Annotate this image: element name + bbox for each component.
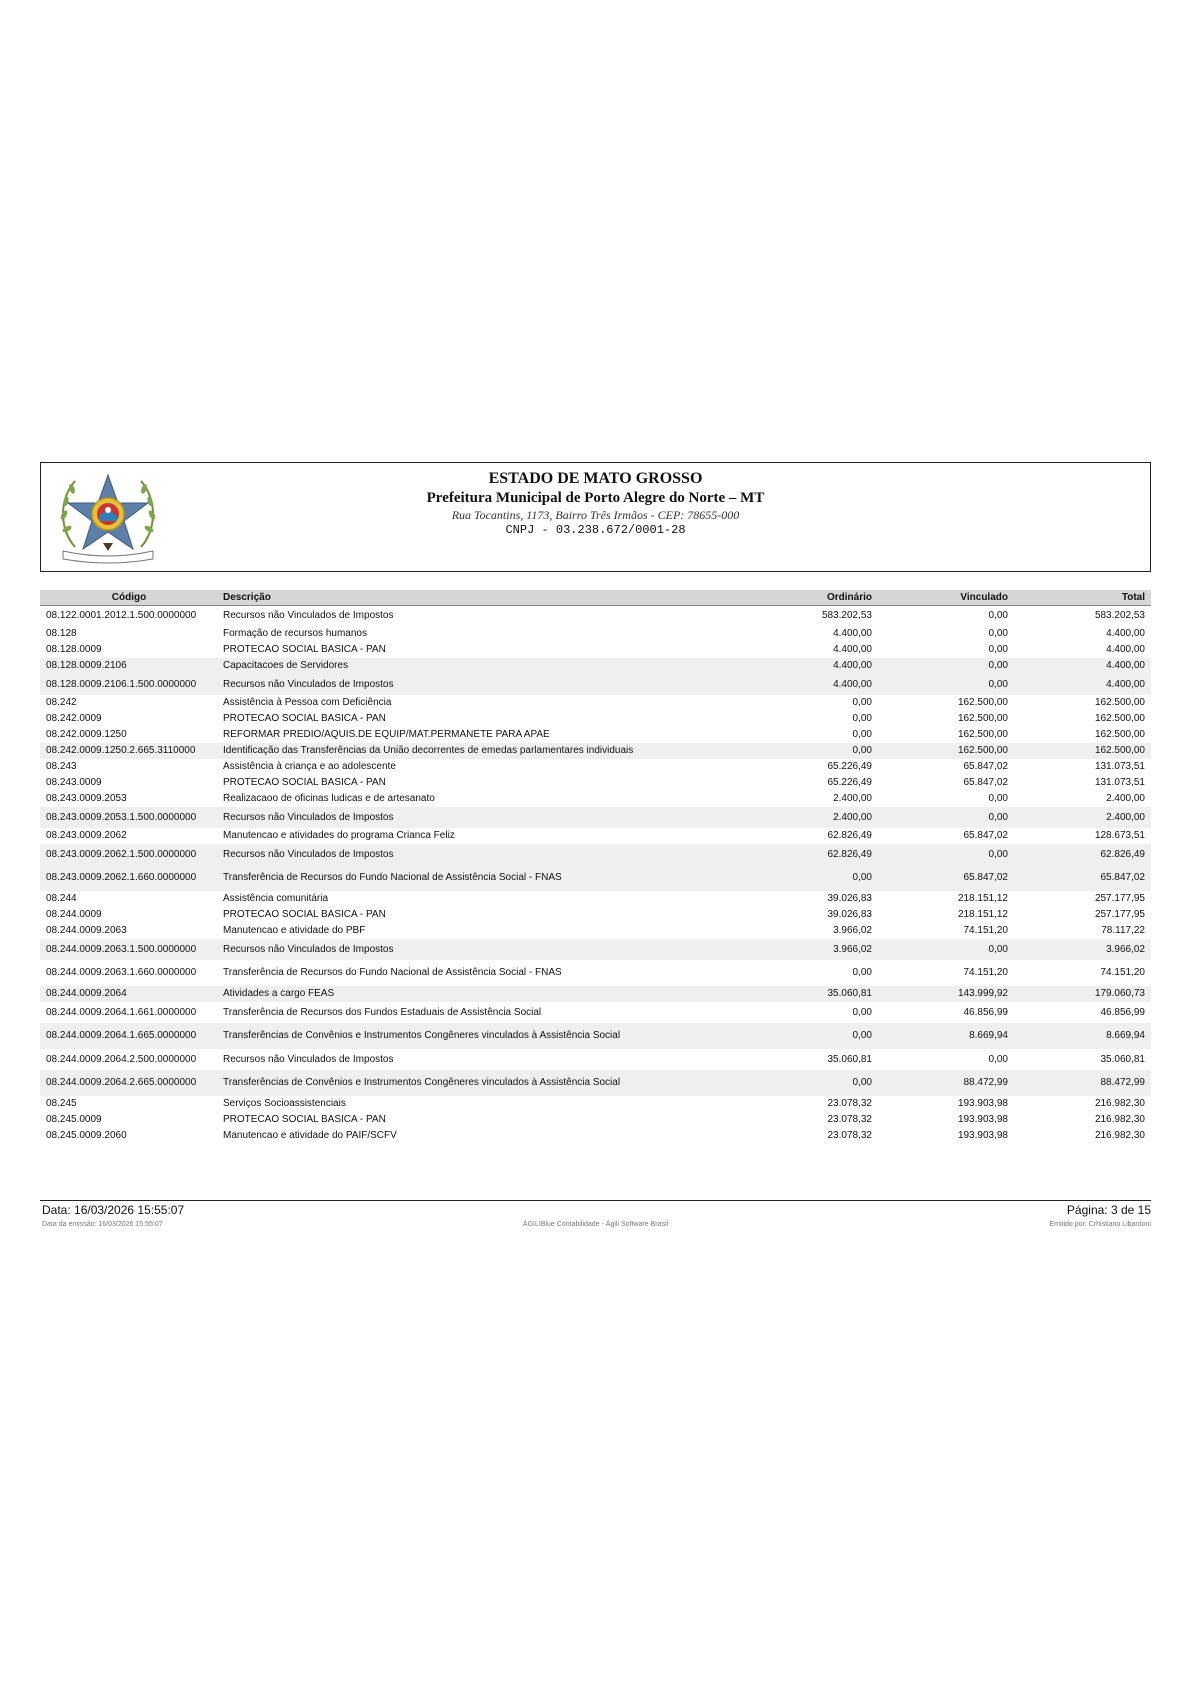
table-row [40, 658, 1151, 674]
row-total: 131.073,51 [1094, 761, 1145, 772]
header-code: Código [111, 592, 147, 603]
row-vinculado: 218.151,12 [957, 909, 1008, 920]
table-row [40, 1002, 1151, 1023]
table-row [40, 923, 1151, 939]
row-code: 08.242 [46, 697, 77, 708]
row-ordinario: 4.400,00 [833, 644, 872, 655]
row-code: 08.244.0009.2063 [46, 925, 127, 936]
row-total: 131.073,51 [1094, 777, 1145, 788]
header-vinculado: Vinculado [960, 592, 1008, 603]
footer-software: ÁGILIBlue Contabilidade - Ágili Software Brasil [522, 1221, 669, 1228]
row-code: 08.244.0009 [46, 909, 102, 920]
row-ordinario: 65.226,49 [827, 777, 872, 788]
row-total: 2.400,00 [1106, 812, 1145, 823]
row-total: 74.151,20 [1100, 967, 1145, 978]
table-row [40, 865, 1151, 891]
address-line: Rua Tocantins, 1173, Bairro Três Irmãos - CEP: 78655-000 [451, 508, 740, 522]
row-ordinario: 0,00 [852, 967, 872, 978]
row-total: 583.202,53 [1094, 610, 1145, 621]
row-description: Transferências de Convênios e Instrumentos Congêneres vinculados à Assistência Social [223, 1077, 621, 1088]
row-code: 08.243.0009.2062.1.660.0000000 [46, 872, 197, 883]
row-description: Manutencao e atividades do programa Crianca Feliz [223, 830, 455, 841]
row-code: 08.128.0009 [46, 644, 102, 655]
report-header [40, 462, 1151, 572]
table-row [40, 986, 1151, 1002]
row-vinculado: 74.151,20 [963, 967, 1008, 978]
footer-issued-by: Emitido por: Crhistiano Libardoni [1049, 1221, 1151, 1228]
row-description: Atividades a cargo FEAS [223, 988, 335, 999]
row-code: 08.242.0009.1250 [46, 729, 127, 740]
footer-page-number: Página: 3 de 15 [1066, 1203, 1151, 1217]
row-total: 46.856,99 [1100, 1007, 1145, 1018]
row-ordinario: 3.966,02 [833, 944, 872, 955]
row-vinculado: 65.847,02 [963, 872, 1008, 883]
row-code: 08.243.0009 [46, 777, 102, 788]
row-ordinario: 35.060,81 [827, 1054, 872, 1065]
row-code: 08.245.0009 [46, 1114, 102, 1125]
row-description: PROTECAO SOCIAL BASICA - PAN [223, 777, 386, 788]
row-total: 216.982,30 [1094, 1114, 1145, 1125]
table-row [40, 711, 1151, 727]
row-code: 08.128 [46, 628, 77, 639]
row-ordinario: 0,00 [852, 697, 872, 708]
row-description: Transferência de Recursos do Fundo Nacional de Assistência Social - FNAS [223, 872, 562, 883]
row-total: 65.847,02 [1100, 872, 1145, 883]
row-total: 162.500,00 [1094, 729, 1145, 740]
row-ordinario: 4.400,00 [833, 679, 872, 690]
row-vinculado: 218.151,12 [957, 893, 1008, 904]
row-total: 216.982,30 [1094, 1098, 1145, 1109]
row-code: 08.242.0009 [46, 713, 102, 724]
table-row [40, 759, 1151, 775]
row-vinculado: 193.903,98 [957, 1114, 1008, 1125]
table-row [40, 807, 1151, 828]
row-code: 08.244.0009.2064 [46, 988, 127, 999]
row-vinculado: 162.500,00 [957, 697, 1008, 708]
row-code: 08.243.0009.2053 [46, 793, 127, 804]
row-code: 08.244.0009.2063.1.660.0000000 [46, 967, 197, 978]
row-description: Capacitacoes de Servidores [223, 660, 349, 671]
row-description: Recursos não Vinculados de Impostos [223, 849, 394, 860]
row-vinculado: 0,00 [988, 793, 1008, 804]
row-ordinario: 23.078,32 [827, 1098, 872, 1109]
row-vinculado: 0,00 [988, 849, 1008, 860]
row-ordinario: 2.400,00 [833, 793, 872, 804]
row-total: 162.500,00 [1094, 697, 1145, 708]
row-ordinario: 0,00 [852, 1007, 872, 1018]
table-row [40, 1070, 1151, 1096]
row-vinculado: 0,00 [988, 628, 1008, 639]
row-vinculado: 0,00 [988, 1054, 1008, 1065]
row-total: 35.060,81 [1100, 1054, 1145, 1065]
row-code: 08.245.0009.2060 [46, 1130, 127, 1141]
table-row [40, 775, 1151, 791]
row-ordinario: 0,00 [852, 872, 872, 883]
row-description: PROTECAO SOCIAL BASICA - PAN [223, 909, 386, 920]
table-row [40, 727, 1151, 743]
row-total: 78.117,22 [1101, 925, 1145, 936]
row-description: Transferência de Recursos dos Fundos Estaduais de Assistência Social [223, 1007, 542, 1018]
footer-emission-date: Data da emissão: 16/03/2026 15:55:07 [42, 1221, 163, 1228]
header-ordinario: Ordinário [826, 592, 872, 603]
row-code: 08.243.0009.2053.1.500.0000000 [46, 812, 197, 823]
row-total: 8.669,94 [1106, 1030, 1145, 1041]
row-ordinario: 23.078,32 [827, 1114, 872, 1125]
row-vinculado: 162.500,00 [957, 745, 1008, 756]
row-ordinario: 62.826,49 [827, 849, 872, 860]
row-description: Transferências de Convênios e Instrumentos Congêneres vinculados à Assistência Social [223, 1030, 621, 1041]
row-description: REFORMAR PREDIO/AQUIS.DE EQUIP/MAT.PERMANETE PARA APAE [223, 729, 550, 740]
row-ordinario: 35.060,81 [827, 988, 872, 999]
table-row [40, 1128, 1151, 1144]
row-vinculado: 0,00 [988, 610, 1008, 621]
row-code: 08.243 [46, 761, 77, 772]
row-code: 08.244.0009.2064.2.665.0000000 [46, 1077, 197, 1088]
row-ordinario: 2.400,00 [833, 812, 872, 823]
table-row [40, 1112, 1151, 1128]
table-header [40, 590, 1151, 606]
row-total: 162.500,00 [1094, 713, 1145, 724]
row-vinculado: 0,00 [988, 944, 1008, 955]
row-code: 08.245 [46, 1098, 77, 1109]
row-code: 08.244.0009.2063.1.500.0000000 [46, 944, 197, 955]
row-ordinario: 4.400,00 [833, 628, 872, 639]
row-code: 08.243.0009.2062 [46, 830, 127, 841]
row-vinculado: 0,00 [988, 812, 1008, 823]
row-total: 4.400,00 [1106, 644, 1145, 655]
table-row [40, 1096, 1151, 1112]
row-ordinario: 0,00 [852, 713, 872, 724]
table-row [40, 791, 1151, 807]
row-ordinario: 0,00 [852, 745, 872, 756]
table-row [40, 891, 1151, 907]
row-ordinario: 23.078,32 [827, 1130, 872, 1141]
row-vinculado: 193.903,98 [957, 1130, 1008, 1141]
row-description: Recursos não Vinculados de Impostos [223, 679, 394, 690]
row-ordinario: 0,00 [852, 1077, 872, 1088]
header-total: Total [1121, 592, 1145, 603]
row-code: 08.128.0009.2106.1.500.0000000 [46, 679, 197, 690]
row-ordinario: 39.026,83 [827, 909, 872, 920]
row-description: Realizacaoo de oficinas ludicas e de artesanato [223, 793, 435, 804]
row-total: 3.966,02 [1106, 944, 1145, 955]
row-vinculado: 0,00 [988, 644, 1008, 655]
table-row [40, 939, 1151, 960]
row-description: PROTECAO SOCIAL BASICA - PAN [223, 713, 386, 724]
row-total: 179.060,73 [1094, 988, 1145, 999]
row-total: 257.177,95 [1094, 909, 1145, 920]
row-description: Recursos não Vinculados de Impostos [223, 944, 394, 955]
row-description: Identificação das Transferências da União decorrentes de emedas parlamentares individuais [223, 745, 634, 756]
row-ordinario: 4.400,00 [833, 660, 872, 671]
row-description: Recursos não Vinculados de Impostos [223, 610, 394, 621]
row-code: 08.244 [46, 893, 77, 904]
row-code: 08.244.0009.2064.1.665.0000000 [46, 1030, 197, 1041]
row-code: 08.242.0009.1250.2.665.3110000 [46, 745, 196, 756]
table-row [40, 1023, 1151, 1049]
table-row [40, 674, 1151, 695]
row-description: Assistência comunitária [223, 893, 329, 904]
row-total: 257.177,95 [1094, 893, 1145, 904]
table-row [40, 642, 1151, 658]
row-vinculado: 0,00 [988, 679, 1008, 690]
row-vinculado: 143.999,92 [957, 988, 1008, 999]
row-ordinario: 583.202,53 [821, 610, 872, 621]
row-total: 62.826,49 [1100, 849, 1145, 860]
row-ordinario: 3.966,02 [833, 925, 872, 936]
footer-divider [40, 1200, 1151, 1201]
row-code: 08.128.0009.2106 [46, 660, 127, 671]
row-vinculado: 0,00 [988, 660, 1008, 671]
row-total: 88.472,99 [1100, 1077, 1145, 1088]
row-vinculado: 162.500,00 [957, 713, 1008, 724]
table-row [40, 907, 1151, 923]
row-description: Recursos não Vinculados de Impostos [223, 1054, 394, 1065]
row-ordinario: 0,00 [852, 729, 872, 740]
table-row [40, 1049, 1151, 1070]
table-row [40, 743, 1151, 759]
row-ordinario: 0,00 [852, 1030, 872, 1041]
row-description: Manutencao e atividade do PAIF/SCFV [223, 1130, 397, 1141]
state-title: ESTADO DE MATO GROSSO [488, 470, 703, 487]
row-description: Manutencao e atividade do PBF [223, 925, 366, 936]
table-row [40, 960, 1151, 986]
row-total: 4.400,00 [1106, 660, 1145, 671]
row-total: 216.982,30 [1094, 1130, 1145, 1141]
table-row [40, 844, 1151, 865]
row-code: 08.244.0009.2064.2.500.0000000 [46, 1054, 197, 1065]
row-total: 128.673,51 [1094, 830, 1145, 841]
row-vinculado: 74.151,20 [963, 925, 1008, 936]
row-description: Recursos não Vinculados de Impostos [223, 812, 394, 823]
row-description: PROTECAO SOCIAL BASICA - PAN [223, 644, 386, 655]
row-vinculado: 65.847,02 [963, 830, 1008, 841]
row-description: PROTECAO SOCIAL BASICA - PAN [223, 1114, 386, 1125]
row-ordinario: 62.826,49 [827, 830, 872, 841]
row-description: Formação de recursos humanos [223, 628, 367, 639]
table-body [40, 605, 1151, 1144]
row-total: 4.400,00 [1106, 628, 1145, 639]
row-ordinario: 65.226,49 [827, 761, 872, 772]
row-vinculado: 46.856,99 [963, 1007, 1008, 1018]
row-total: 2.400,00 [1106, 793, 1145, 804]
row-vinculado: 65.847,02 [963, 777, 1008, 788]
row-vinculado: 88.472,99 [963, 1077, 1008, 1088]
header-description: Descrição [223, 592, 271, 603]
row-code: 08.244.0009.2064.1.661.0000000 [46, 1007, 197, 1018]
table-row [40, 695, 1151, 711]
row-total: 4.400,00 [1106, 679, 1145, 690]
table-row [40, 605, 1151, 626]
row-vinculado: 65.847,02 [963, 761, 1008, 772]
row-code: 08.243.0009.2062.1.500.0000000 [46, 849, 197, 860]
row-vinculado: 162.500,00 [957, 729, 1008, 740]
row-description: Assistência à Pessoa com Deficiência [223, 697, 392, 708]
row-vinculado: 193.903,98 [957, 1098, 1008, 1109]
row-code: 08.122.0001.2012.1.500.0000000 [46, 610, 197, 621]
table-row [40, 828, 1151, 844]
footer-date: Data: 16/03/2026 15:55:07 [42, 1203, 185, 1217]
municipality-title: Prefeitura Municipal de Porto Alegre do Norte – MT [426, 490, 765, 506]
row-description: Transferência de Recursos do Fundo Nacional de Assistência Social - FNAS [223, 967, 562, 978]
row-description: Serviços Socioassistenciais [223, 1098, 346, 1109]
row-total: 162.500,00 [1094, 745, 1145, 756]
cnpj-line: CNPJ - 03.238.672/0001-28 [505, 523, 686, 537]
row-description: Assistência à criança e ao adolescente [223, 761, 396, 772]
row-ordinario: 39.026,83 [827, 893, 872, 904]
row-vinculado: 8.669,94 [969, 1030, 1008, 1041]
table-row [40, 626, 1151, 642]
